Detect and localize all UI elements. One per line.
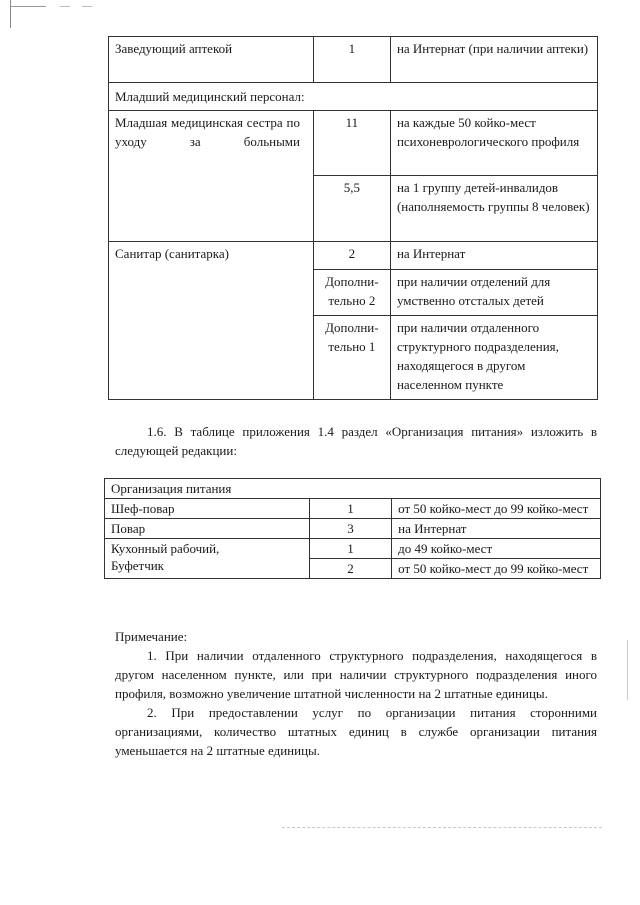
- norm-cell-wrap: [392, 559, 601, 579]
- count-cell: Дополни-тельно 1: [313, 316, 390, 400]
- note-item: 1. При наличии отдаленного структурного подразделения, находящегося в другом населенном пункте, или при наличии структурного подразделения иного профиля, возможно увеличение штатной численности на 2 штатные единицы.: [115, 648, 597, 701]
- position-cell: Шеф-повар: [105, 499, 310, 519]
- position-cell: Кухонный рабочий, Буфетчик: [111, 541, 220, 573]
- count-cell: 3: [309, 519, 391, 539]
- norm-cell: на Интернат: [390, 242, 597, 270]
- scan-artifact: [627, 640, 628, 700]
- norm-cell: на Интернат (при наличии аптеки): [390, 37, 597, 83]
- count-cell: Дополни-тельно 2: [313, 270, 390, 316]
- position-cell: Повар: [105, 519, 310, 539]
- position-cell: Санитар (санитарка): [109, 242, 314, 400]
- table-row: [105, 519, 601, 539]
- norm-cell: на Интернат: [392, 519, 601, 539]
- count-cell: 2: [309, 559, 391, 579]
- count-cell: 1: [313, 37, 390, 83]
- nutrition-table: [104, 478, 601, 579]
- scan-artifact: [10, 0, 11, 28]
- scan-artifact: [10, 6, 46, 7]
- norm-cell-wrap: [392, 499, 601, 519]
- scan-artifact: [282, 827, 602, 829]
- norm-cell: при наличии отделений для умственно отсталых детей: [390, 270, 597, 316]
- note-item: 2. При предоставлении услуг по организации питания сторонними организациями, количество штатных единиц в службе организации питания уменьшается на 2 штатные единицы.: [115, 705, 597, 758]
- notes-block: [115, 627, 597, 760]
- norm-cell: при наличии отдаленного структурного подразделения, находящегося в другом населенном пункте: [390, 316, 597, 400]
- position-cell: Заведующий аптекой: [109, 37, 314, 83]
- count-cell: 1: [309, 539, 391, 559]
- count-cell: 2: [313, 242, 390, 270]
- position-cell: Младшая медицинская сестра по уходу за больными: [115, 115, 300, 149]
- table-section-row: [109, 83, 598, 111]
- norm-cell: от 50 койко-мест до 99 койко-мест: [398, 501, 589, 516]
- staff-table: [108, 36, 598, 400]
- notes-title: Примечание:: [115, 629, 188, 644]
- norm-cell: от 50 койко-мест до 99 койко-мест: [398, 561, 589, 576]
- table-row: [105, 499, 601, 519]
- count-cell: 5,5: [313, 176, 390, 242]
- table-row: [109, 242, 598, 270]
- table-header-row: [105, 479, 601, 499]
- position-cell-wrap: [109, 111, 314, 242]
- table-header: Организация питания: [105, 479, 601, 499]
- section-title: Младший медицинский персонал:: [109, 83, 598, 111]
- table-row: [105, 539, 601, 559]
- norm-cell: на 1 группу детей-инвалидов (наполняемость группы 8 человек): [390, 176, 597, 242]
- paragraph-1-6: 1.6. В таблице приложения 1.4 раздел «Организация питания» изложить в следующей редакции:: [115, 424, 597, 458]
- norm-cell: на каждые 50 койко-мест психоневрологического профиля: [390, 111, 597, 176]
- norm-cell: до 49 койко-мест: [392, 539, 601, 559]
- table-row: [109, 111, 598, 176]
- table-row: [109, 37, 598, 83]
- count-cell: 11: [313, 111, 390, 176]
- position-cell-wrap: [105, 539, 310, 579]
- scan-artifact: [60, 6, 70, 7]
- scan-artifact: [82, 6, 92, 7]
- count-cell: 1: [309, 499, 391, 519]
